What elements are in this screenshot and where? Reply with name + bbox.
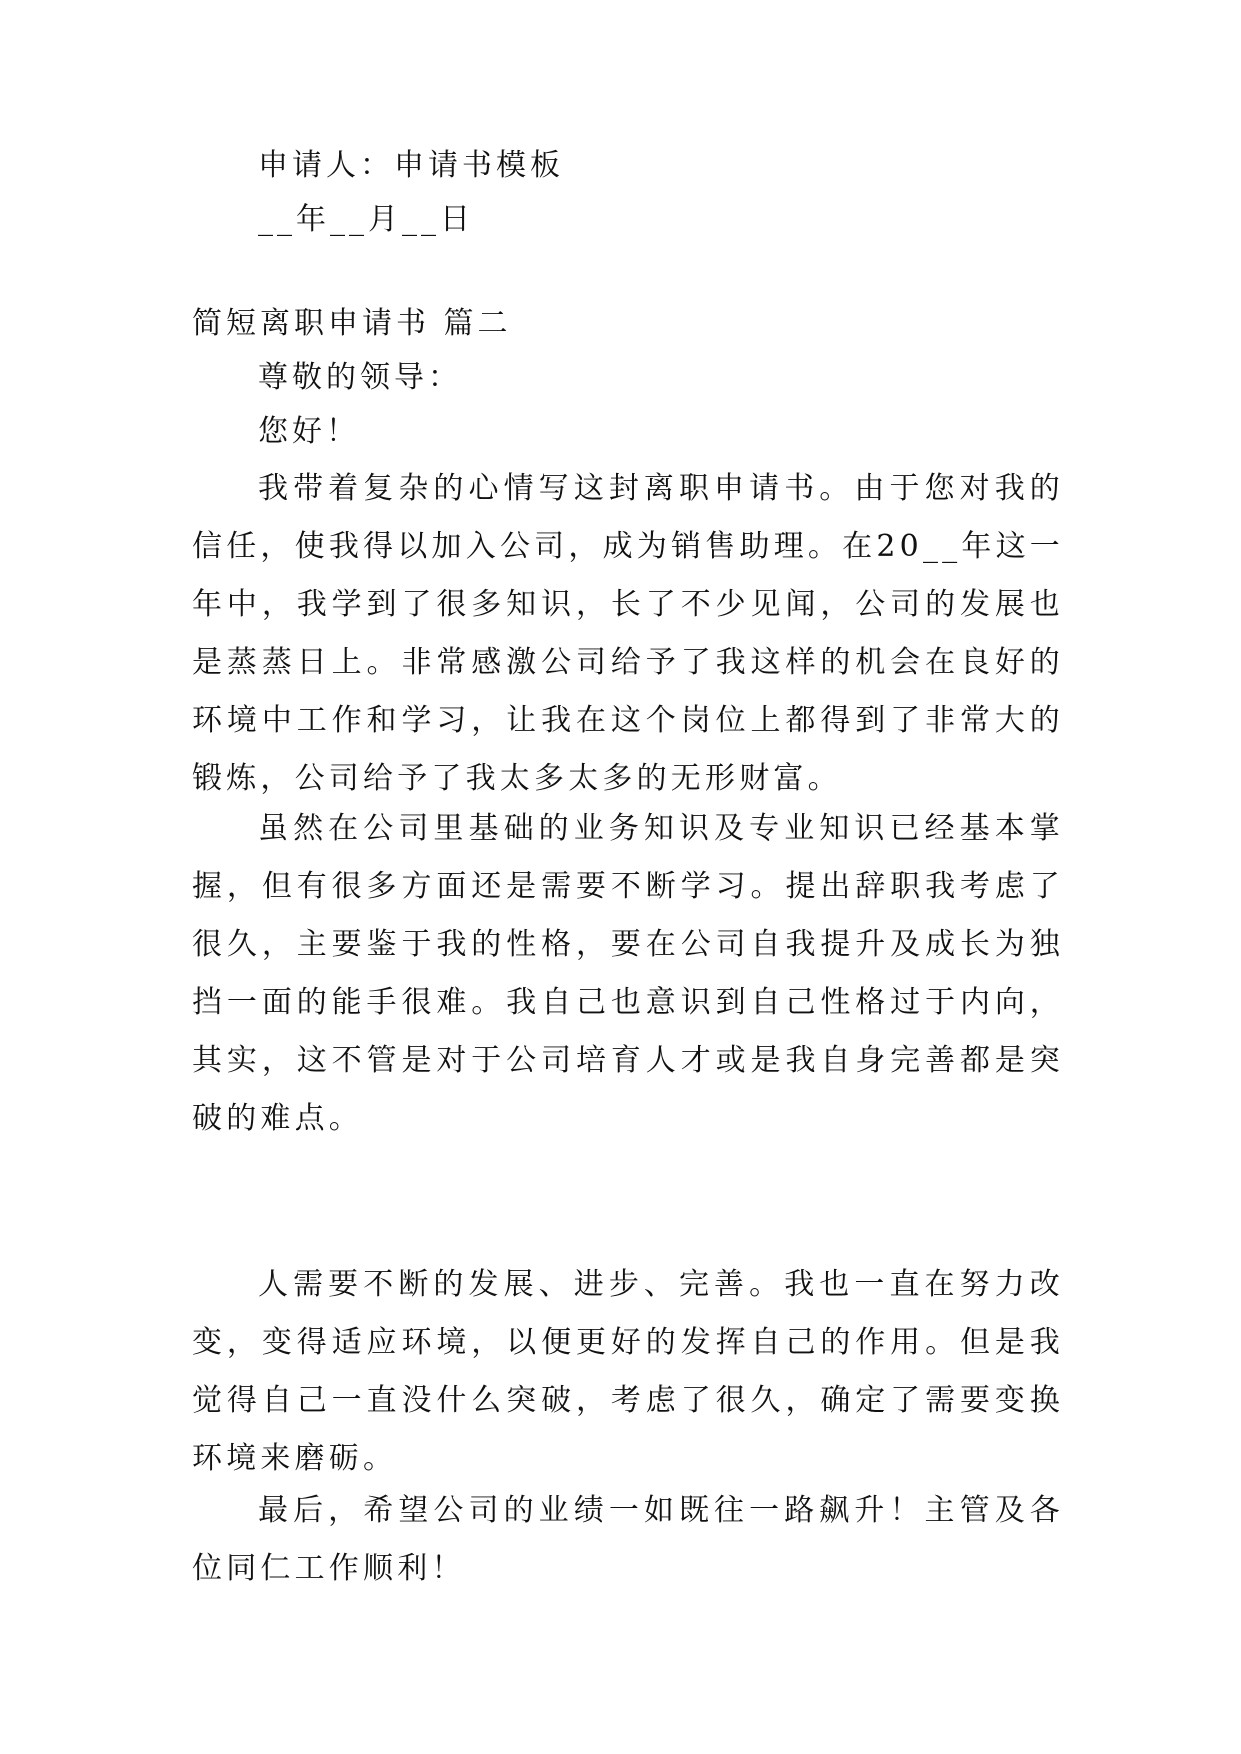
applicant-signature: 申请人：申请书模板 xyxy=(258,148,564,183)
letter-salutation: 尊敬的领导： xyxy=(258,360,462,395)
letter-paragraph-2: 虽然在公司里基础的业务知识及专业知识已经基本掌握，但有很多方面还是需要不断学习。提出辞职我考虑了很久，主要鉴于我的性格，要在公司自我提升及成长为独挡一面的能手很难。我自己也意识到自己性格过于内向，其实，这不管是对于公司培育人才或是我自身完善都是突破的难点。 xyxy=(192,811,1064,1136)
signature-date: __年__月__日 xyxy=(258,202,474,237)
letter-greeting: 您好！ xyxy=(258,414,360,449)
letter-paragraph-1: 我带着复杂的心情写这封离职申请书。由于您对我的信任，使我得以加入公司，成为销售助理。在20__年这一年中，我学到了很多知识，长了不少见闻，公司的发展也是蒸蒸日上。非常感激公司给予了我这样的机会在良好的环境中工作和学习，让我在这个岗位上都得到了非常大的锻炼，公司给予了我太多太多的无形财富。 xyxy=(192,471,1064,796)
section-title: 简短离职申请书 篇二 xyxy=(192,306,512,341)
letter-paragraph-3: 人需要不断的发展、进步、完善。我也一直在努力改变，变得适应环境，以便更好的发挥自己的作用。但是我觉得自己一直没什么突破，考虑了很久，确定了需要变换环境来磨砺。 xyxy=(192,1267,1064,1476)
letter-paragraph-4: 最后，希望公司的业绩一如既往一路飙升！主管及各位同仁工作顺利！ xyxy=(192,1493,1064,1586)
